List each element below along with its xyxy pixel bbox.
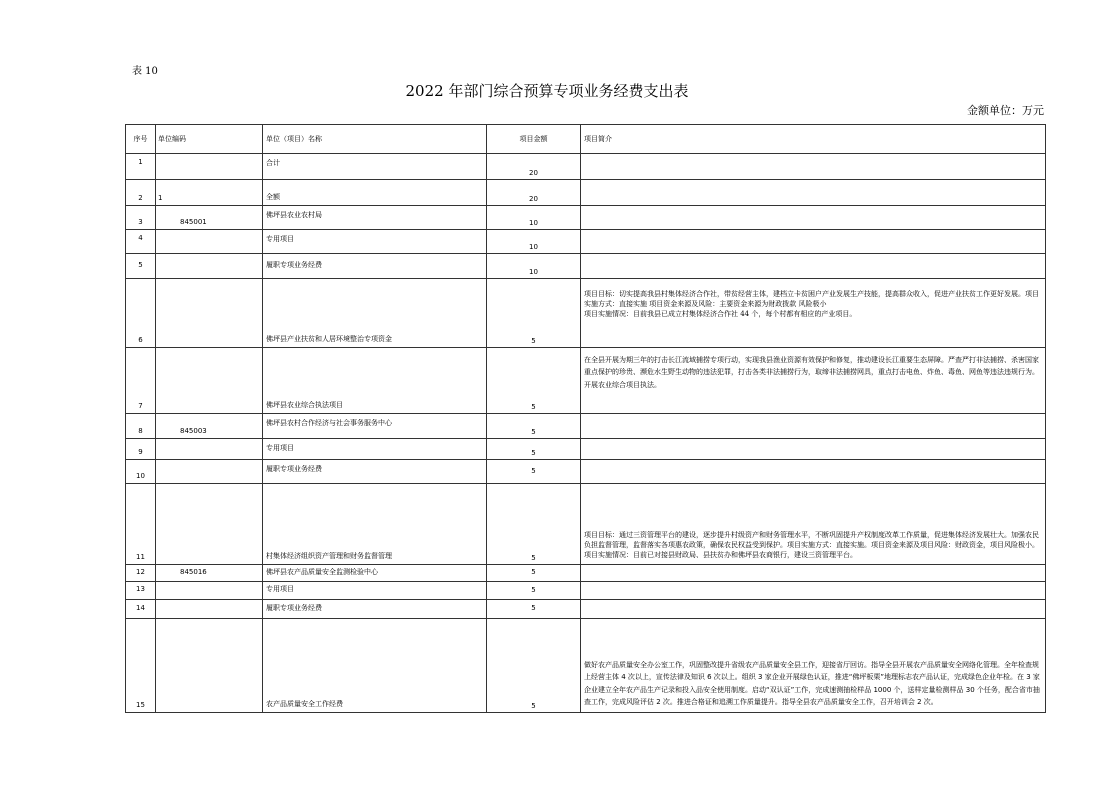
row-name: 全额 [263, 180, 487, 206]
row-desc: 项目目标：切实提高我县村集体经济合作社，带贫经营主体，建档立卡贫困户产业发展生产技能，提高群众收入，促进产业扶贫工作更好发展。项目实施方式：直接实施 项目资金来源及风险：主要资金来源为财政拨款 风险极小 项目实施情况：目前我县已成立村集体经济合作社 44 个，每个村都有相应的产业项目。 [581, 279, 1046, 348]
row-amount: 5 [487, 565, 581, 582]
row-code: 845003 [156, 414, 263, 439]
table-row [126, 348, 1046, 414]
row-name: 村集体经济组织资产管理和财务监督管理 [263, 484, 487, 565]
table-row [126, 439, 1046, 460]
row-code [156, 230, 263, 254]
row-amount: 10 [487, 254, 581, 279]
row-name: 佛坪县产业扶贫和人居环境整治专项资金 [263, 279, 487, 348]
row-code [156, 279, 263, 348]
row-amount: 5 [487, 414, 581, 439]
row-amount: 5 [487, 439, 581, 460]
row-code [156, 619, 263, 713]
row-seq: 3 [126, 206, 156, 230]
row-desc: 项目目标：通过三资管理平台的建设，逐步提升村级资产和财务管理水平，不断巩固提升产权制度改革工作质量，促进集体经济发展壮大。加强农民负担监督管理，监督落实各项惠农政策，确保农民权益受到保护。项目实施方式：直接实施。项目资金来源及项目风险：财政资金，项目风险极小。项目实施情况：目前已对接县财政局、县扶贫办和佛坪县农商银行，建设三资管理平台。 [581, 484, 1046, 565]
row-amount: 5 [487, 348, 581, 414]
row-amount: 5 [487, 484, 581, 565]
row-desc [581, 206, 1046, 230]
header-name: 单位（项目）名称 [263, 125, 487, 154]
row-code [156, 154, 263, 180]
table-row [126, 230, 1046, 254]
row-code [156, 460, 263, 484]
row-name: 农产品质量安全工作经费 [263, 619, 487, 713]
table-row [126, 180, 1046, 206]
row-seq: 9 [126, 439, 156, 460]
row-seq: 8 [126, 414, 156, 439]
row-desc [581, 439, 1046, 460]
row-desc [581, 565, 1046, 582]
table-row [126, 414, 1046, 439]
row-name: 履职专项业务经费 [263, 460, 487, 484]
row-name: 佛坪县农业农村局 [263, 206, 487, 230]
row-code: 845016 [156, 565, 263, 582]
row-name: 履职专项业务经费 [263, 600, 487, 619]
row-amount: 5 [487, 279, 581, 348]
row-seq: 2 [126, 180, 156, 206]
row-name: 佛坪县农业综合执法项目 [263, 348, 487, 414]
header-amount: 项目金额 [487, 125, 581, 154]
row-name: 专用项目 [263, 439, 487, 460]
row-desc [581, 414, 1046, 439]
table-row [126, 619, 1046, 713]
row-code [156, 582, 263, 600]
row-seq: 1 [126, 154, 156, 180]
row-amount: 5 [487, 600, 581, 619]
row-seq: 7 [126, 348, 156, 414]
row-seq: 15 [126, 619, 156, 713]
row-name: 专用项目 [263, 582, 487, 600]
row-desc [581, 154, 1046, 180]
row-desc: 在全县开展为期三年的打击长江流域捕捞专项行动，实现我县渔业资源有效保护和修复，推动建设长江重要生态屏障。严查严打非法捕捞、杀害国家重点保护的珍贵、濒危水生野生动物的违法犯罪，打击各类非法捕捞行为，取缔非法捕捞网具，重点打击电鱼、炸鱼、毒鱼、网鱼等违法违规行为。开展农业综合项目执法。 [581, 348, 1046, 414]
row-amount: 5 [487, 460, 581, 484]
table-number: 表 10 [132, 66, 158, 77]
row-name: 佛坪县农村合作经济与社会事务服务中心 [263, 414, 487, 439]
row-amount: 5 [487, 619, 581, 713]
page-title: 2022 年部门综合预算专项业务经费支出表 [405, 82, 689, 100]
row-amount: 10 [487, 206, 581, 230]
row-code: 1 [156, 180, 263, 206]
table-row [126, 279, 1046, 348]
row-desc: 做好农产品质量安全办公室工作，巩固整改提升省级农产品质量安全县工作，迎接省厅回访。指导全县开展农产品质量安全网络化管理。全年检查规上经营主体 4 次以上，宣传法律及知识 6 次以上。组织 3 家企业开展绿色认证，推进“佛坪板栗”地理标志农产品认证，完成绿色企业年检。在 3 家企业建立全年农产品生产记录和投入品安全使用制度。启动“双认证”工作，完成速测抽检样品 1000 个，送样定量检测样品 30 个任务，配合省市抽查工作，完成风险评估 2 次。推进合格证和追溯工作质量提升。指导全县农产品质量安全工作，召开培训会 2 次。 [581, 619, 1046, 713]
row-code [156, 600, 263, 619]
budget-table [125, 124, 1046, 713]
row-seq: 14 [126, 600, 156, 619]
row-code: 845001 [156, 206, 263, 230]
table-header-row [126, 125, 1046, 154]
row-seq: 13 [126, 582, 156, 600]
table-row [126, 254, 1046, 279]
row-seq: 5 [126, 254, 156, 279]
row-desc [581, 230, 1046, 254]
header-code: 单位编码 [156, 125, 263, 154]
row-code [156, 348, 263, 414]
table-row [126, 565, 1046, 582]
row-name: 合计 [263, 154, 487, 180]
row-amount: 5 [487, 582, 581, 600]
row-code [156, 484, 263, 565]
row-seq: 11 [126, 484, 156, 565]
row-name: 专用项目 [263, 230, 487, 254]
row-seq: 4 [126, 230, 156, 254]
row-code [156, 254, 263, 279]
row-desc [581, 180, 1046, 206]
table-row [126, 600, 1046, 619]
table-row [126, 484, 1046, 565]
row-seq: 12 [126, 565, 156, 582]
row-desc [581, 600, 1046, 619]
row-amount: 20 [487, 180, 581, 206]
row-amount: 20 [487, 154, 581, 180]
row-name: 履职专项业务经费 [263, 254, 487, 279]
row-name: 佛坪县农产品质量安全监测检验中心 [263, 565, 487, 582]
row-desc [581, 582, 1046, 600]
header-desc: 项目简介 [581, 125, 1046, 154]
row-desc [581, 460, 1046, 484]
row-desc [581, 254, 1046, 279]
table-row [126, 460, 1046, 484]
table-row [126, 582, 1046, 600]
row-code [156, 439, 263, 460]
row-amount: 10 [487, 230, 581, 254]
table-row [126, 154, 1046, 180]
row-seq: 10 [126, 460, 156, 484]
row-seq: 6 [126, 279, 156, 348]
header-seq: 序号 [126, 125, 156, 154]
table-row [126, 206, 1046, 230]
amount-unit: 金额单位：万元 [967, 104, 1044, 117]
